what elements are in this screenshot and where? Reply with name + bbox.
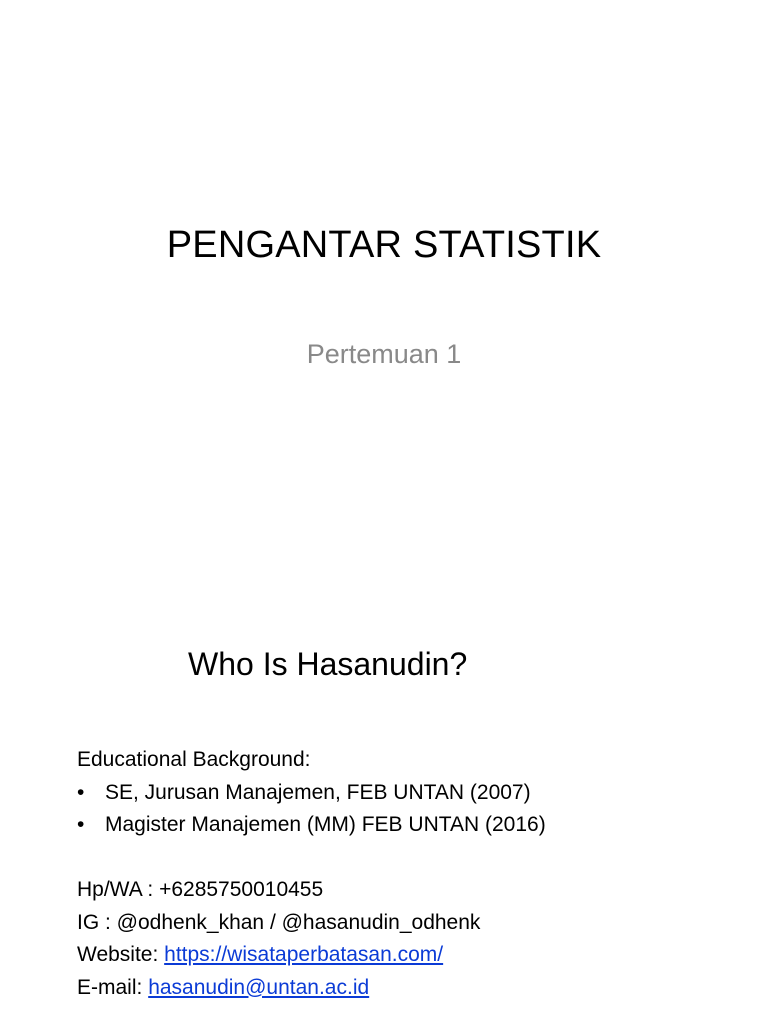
about-slide — [0, 576, 768, 1024]
education-item — [77, 777, 728, 810]
about-content — [77, 744, 728, 1004]
website-link[interactable]: https://wisataperbatasan.com/ — [164, 943, 444, 966]
email-line — [77, 972, 728, 1005]
instagram-line: IG : @odhenk_khan / @hasanudin_odhenk — [77, 910, 481, 934]
education-item — [77, 809, 728, 842]
website-label: Website: — [77, 943, 165, 966]
education-item-text: SE, Jurusan Manajemen, FEB UNTAN (2007) — [105, 780, 531, 804]
bullet-icon: • — [77, 780, 85, 804]
education-label: Educational Background: — [77, 748, 311, 771]
bullet-icon: • — [77, 813, 85, 836]
website-line — [77, 939, 728, 972]
about-heading: Who Is Hasanudin? — [188, 646, 468, 682]
education-item-text: Magister Manajemen (MM) FEB UNTAN (2016) — [105, 813, 546, 836]
slide-subtitle: Pertemuan 1 — [306, 339, 462, 369]
email-label: E-mail: — [77, 975, 149, 999]
spacer — [77, 842, 728, 875]
slide-title: PENGANTAR STATISTIK — [166, 224, 602, 266]
phone-line: Hp/WA : +6285750010455 — [77, 878, 324, 901]
email-link[interactable]: hasanudin@untan.ac.id — [148, 975, 370, 999]
